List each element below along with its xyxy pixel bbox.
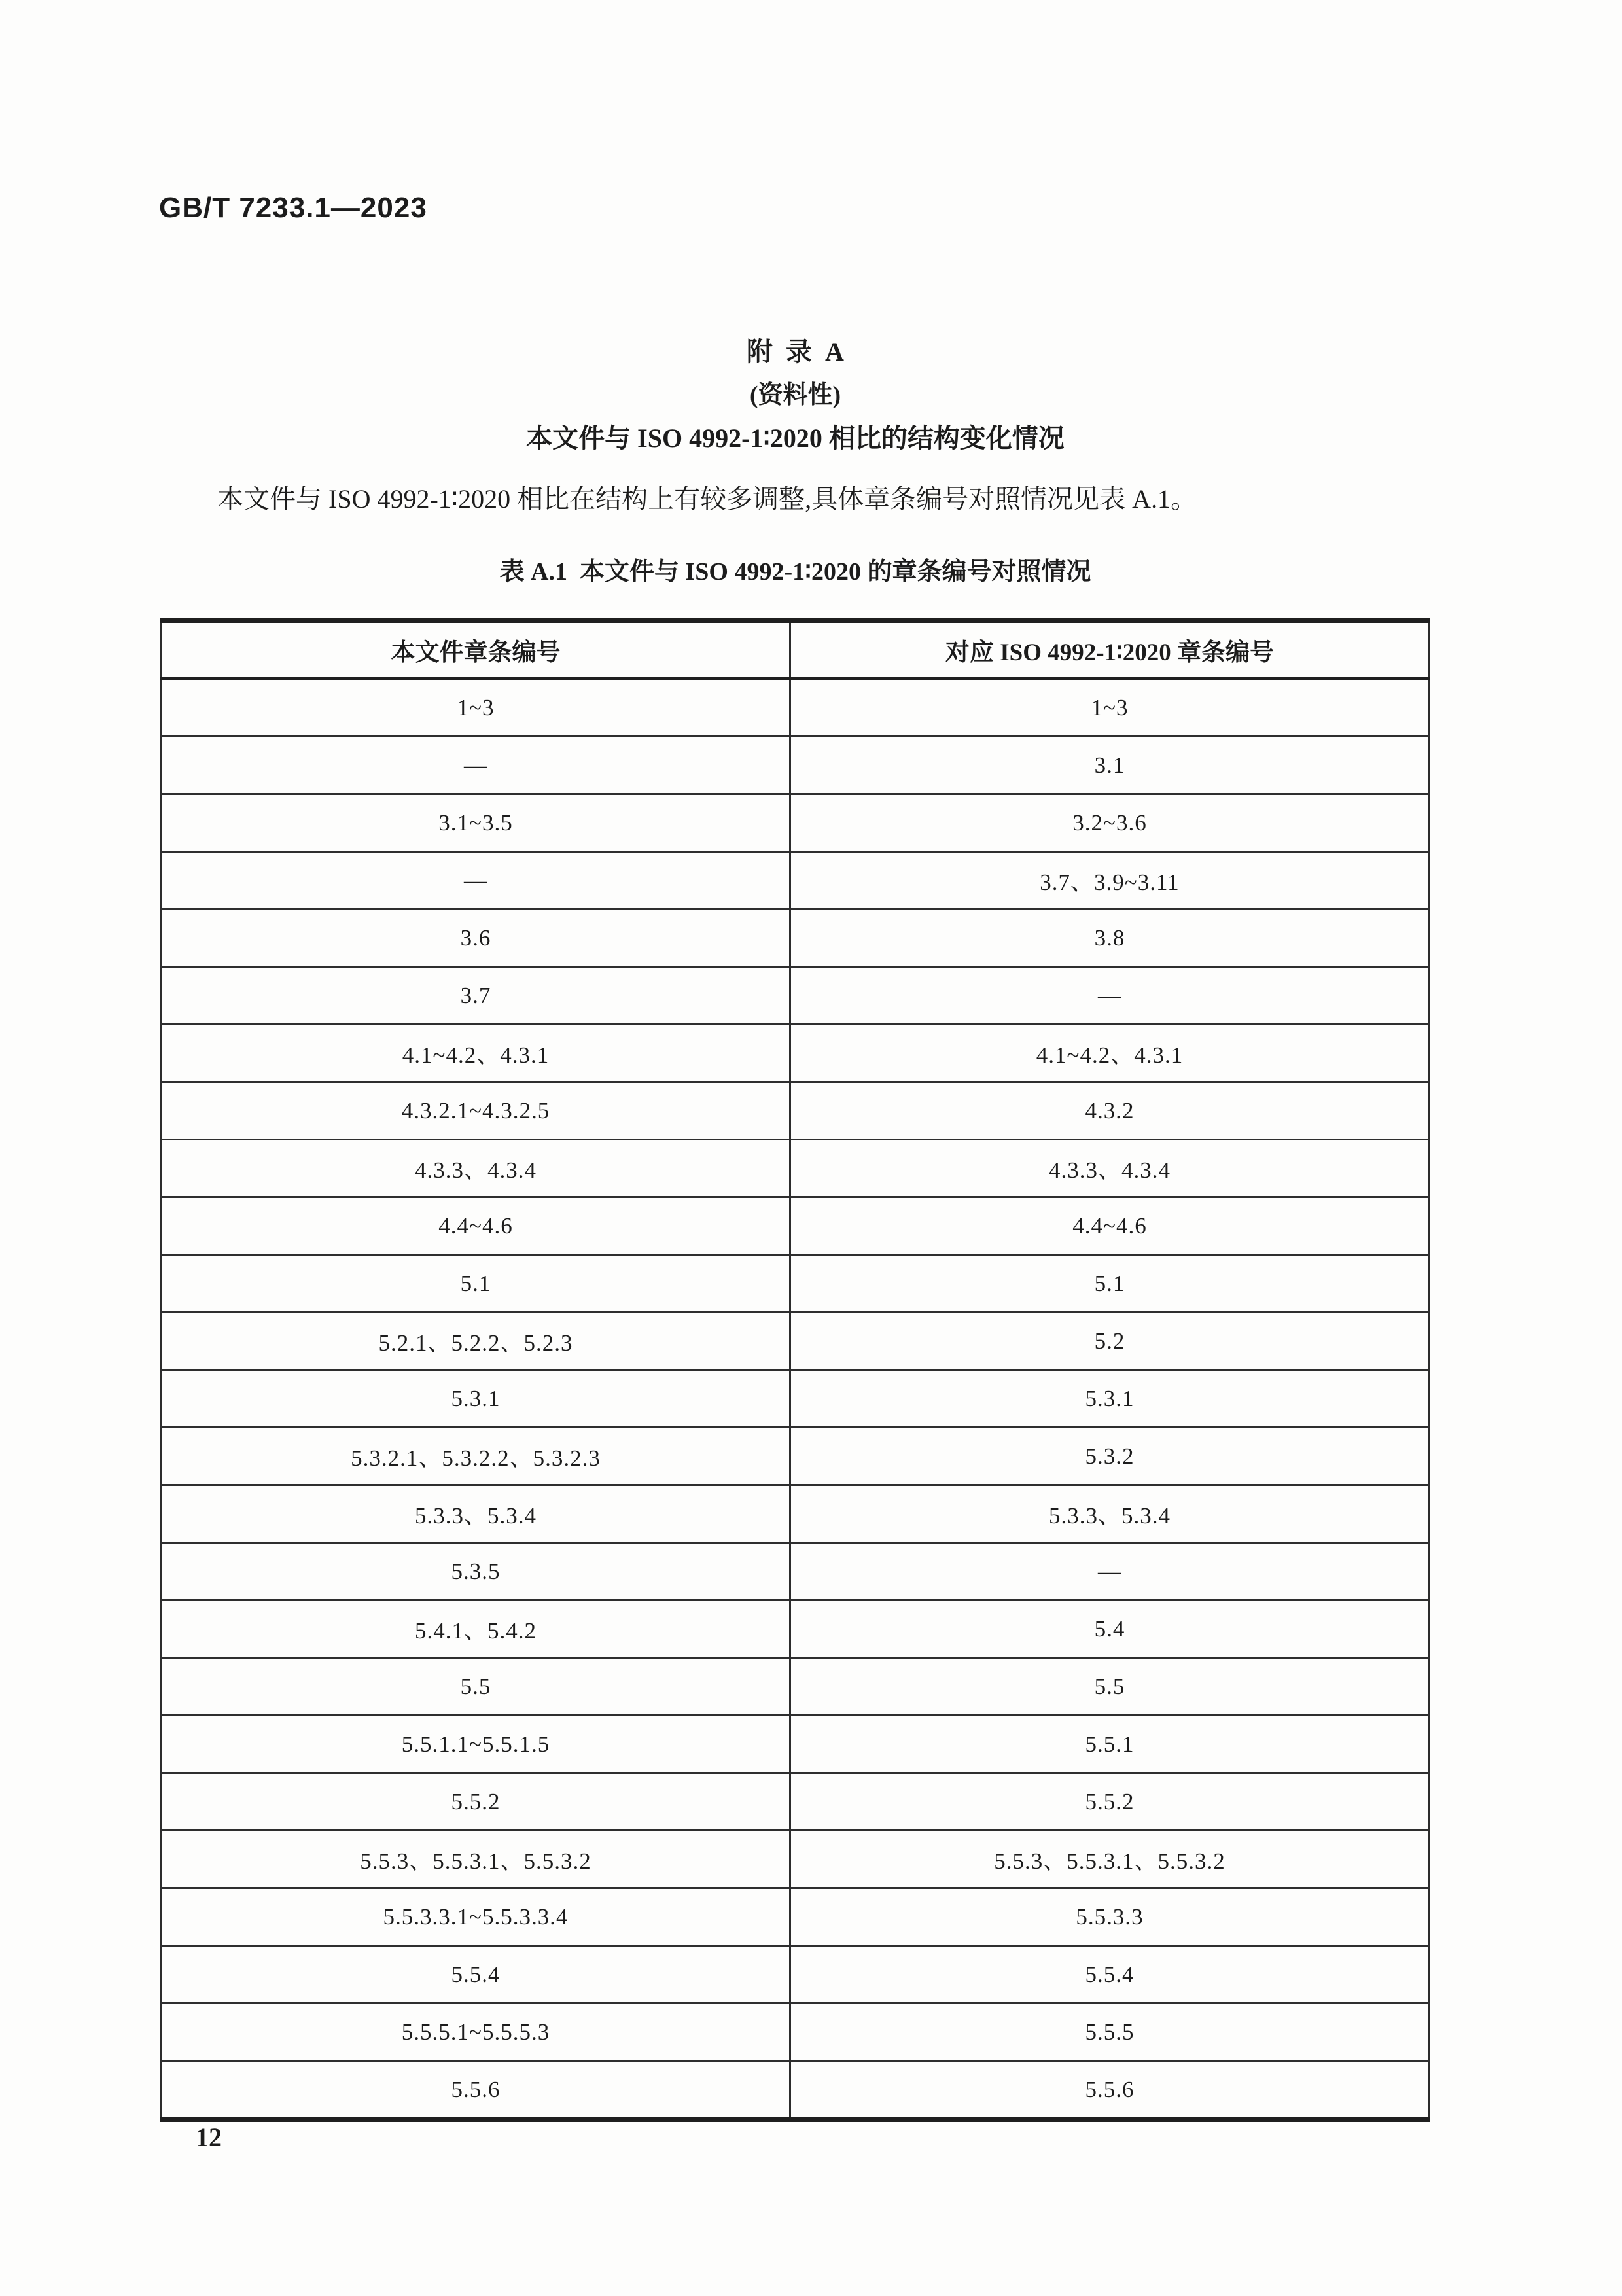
- cell-iso-clause: 5.5.3.3: [790, 1888, 1430, 1946]
- cell-doc-clause: 5.1: [162, 1255, 790, 1313]
- table-row: [162, 1428, 1430, 1485]
- cell-iso-clause: 4.3.2: [790, 1082, 1430, 1140]
- cell-iso-clause: 5.5.1: [790, 1716, 1430, 1773]
- cell-iso-clause: 5.5.3、5.5.3.1、5.5.3.2: [790, 1831, 1430, 1888]
- cell-doc-clause: 5.5.3.3.1~5.5.3.3.4: [162, 1888, 790, 1946]
- table-row: [162, 1197, 1430, 1255]
- cell-iso-clause: 5.5.4: [790, 1946, 1430, 2004]
- table-row: [162, 1313, 1430, 1370]
- cell-iso-clause: —: [790, 967, 1430, 1025]
- comparison-table-head: [162, 621, 1430, 679]
- table-row: [162, 1543, 1430, 1600]
- cell-doc-clause: 5.3.5: [162, 1543, 790, 1600]
- appendix-classification: (资料性): [749, 381, 841, 409]
- cell-iso-clause: 5.2: [790, 1313, 1430, 1370]
- table-row: [162, 1255, 1430, 1313]
- cell-doc-clause: 4.4~4.6: [162, 1197, 790, 1255]
- table-row: [162, 910, 1430, 967]
- table-row: [162, 1025, 1430, 1082]
- cell-doc-clause: 3.1~3.5: [162, 794, 790, 852]
- cell-doc-clause: 5.3.3、5.3.4: [162, 1485, 790, 1543]
- table-row: [162, 1600, 1430, 1658]
- cell-iso-clause: 5.5.5: [790, 2004, 1430, 2061]
- cell-doc-clause: 5.3.1: [162, 1370, 790, 1428]
- table-row: [162, 1658, 1430, 1716]
- cell-iso-clause: 5.5: [790, 1658, 1430, 1716]
- appendix-title: 附 录 A: [747, 337, 844, 366]
- appendix-heading: 本文件与 ISO 4992-1∶2020 相比的结构变化情况: [526, 423, 1065, 453]
- cell-iso-clause: 5.5.6: [790, 2061, 1430, 2120]
- cell-iso-clause: 5.3.3、5.3.4: [790, 1485, 1430, 1543]
- column-header-doc-clauses: 本文件章条编号: [162, 621, 790, 679]
- table-row: [162, 1370, 1430, 1428]
- cell-iso-clause: 4.1~4.2、4.3.1: [790, 1025, 1430, 1082]
- table-row: [162, 794, 1430, 852]
- cell-iso-clause: 5.5.2: [790, 1773, 1430, 1831]
- cell-doc-clause: 5.4.1、5.4.2: [162, 1600, 790, 1658]
- table-row: [162, 1773, 1430, 1831]
- cell-iso-clause: 5.3.1: [790, 1370, 1430, 1428]
- cell-doc-clause: 5.3.2.1、5.3.2.2、5.3.2.3: [162, 1428, 790, 1485]
- table-row: [162, 1946, 1430, 2004]
- table-caption: 表 A.1 本文件与 ISO 4992-1∶2020 的章条编号对照情况: [499, 558, 1091, 586]
- table-row: [162, 2004, 1430, 2061]
- column-header-iso-clauses: 对应 ISO 4992-1∶2020 章条编号: [790, 621, 1430, 679]
- cell-doc-clause: 3.7: [162, 967, 790, 1025]
- cell-iso-clause: 4.4~4.6: [790, 1197, 1430, 1255]
- cell-doc-clause: 5.5.1.1~5.5.1.5: [162, 1716, 790, 1773]
- table-row: [162, 967, 1430, 1025]
- comparison-table: [160, 618, 1430, 2122]
- cell-doc-clause: —: [162, 737, 790, 794]
- comparison-table-body: [162, 679, 1430, 2120]
- cell-iso-clause: 3.8: [790, 910, 1430, 967]
- table-row: [162, 852, 1430, 910]
- cell-iso-clause: —: [790, 1543, 1430, 1600]
- cell-doc-clause: 1~3: [162, 679, 790, 737]
- table-row: [162, 1485, 1430, 1543]
- table-row: [162, 737, 1430, 794]
- table-row: [162, 1831, 1430, 1888]
- cell-iso-clause: 5.3.2: [790, 1428, 1430, 1485]
- cell-doc-clause: 4.1~4.2、4.3.1: [162, 1025, 790, 1082]
- cell-doc-clause: —: [162, 852, 790, 910]
- cell-doc-clause: 5.5.3、5.5.3.1、5.5.3.2: [162, 1831, 790, 1888]
- cell-iso-clause: 3.2~3.6: [790, 794, 1430, 852]
- cell-doc-clause: 5.2.1、5.2.2、5.2.3: [162, 1313, 790, 1370]
- table-row: [162, 1888, 1430, 1946]
- cell-doc-clause: 5.5.5.1~5.5.5.3: [162, 2004, 790, 2061]
- table-row: [162, 679, 1430, 737]
- table-header-row: [162, 621, 1430, 679]
- intro-paragraph: 本文件与 ISO 4992-1∶2020 相比在结构上有较多调整,具体章条编号对照情况见表 A.1。: [217, 484, 1197, 514]
- table-row: [162, 1716, 1430, 1773]
- cell-doc-clause: 5.5.6: [162, 2061, 790, 2120]
- cell-iso-clause: 1~3: [790, 679, 1430, 737]
- cell-doc-clause: 4.3.3、4.3.4: [162, 1140, 790, 1197]
- cell-doc-clause: 5.5.4: [162, 1946, 790, 2004]
- cell-iso-clause: 5.4: [790, 1600, 1430, 1658]
- table-row: [162, 1082, 1430, 1140]
- cell-doc-clause: 5.5.2: [162, 1773, 790, 1831]
- cell-doc-clause: 4.3.2.1~4.3.2.5: [162, 1082, 790, 1140]
- cell-iso-clause: 3.1: [790, 737, 1430, 794]
- table-row: [162, 1140, 1430, 1197]
- page-number: 12: [196, 2123, 222, 2152]
- cell-doc-clause: 3.6: [162, 910, 790, 967]
- cell-iso-clause: 5.1: [790, 1255, 1430, 1313]
- table-row: [162, 2061, 1430, 2120]
- standard-number: GB/T 7233.1—2023: [159, 192, 427, 224]
- cell-doc-clause: 5.5: [162, 1658, 790, 1716]
- cell-iso-clause: 3.7、3.9~3.11: [790, 852, 1430, 910]
- cell-iso-clause: 4.3.3、4.3.4: [790, 1140, 1430, 1197]
